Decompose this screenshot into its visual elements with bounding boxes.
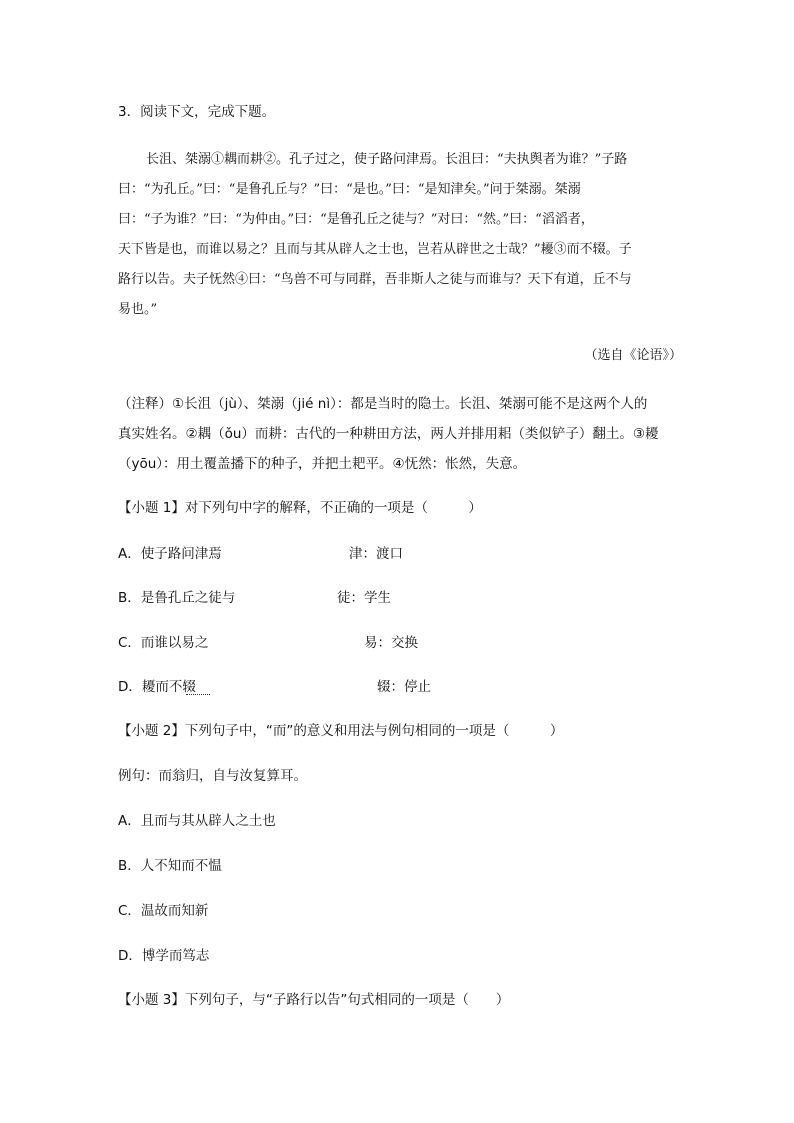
source-citation: （选自《论语》） — [584, 348, 682, 363]
question-title: 3．阅读下文，完成下题。 — [118, 104, 276, 120]
sub1-gloss-d: 辍：停止 — [377, 679, 431, 695]
sub1-gloss-b: 徒：学生 — [337, 590, 391, 606]
sub3-stem: 【小题 3】下列句子，与“子路行以告”句式相同的一项是（ ） — [118, 992, 510, 1008]
sub1-option-b: B．是鲁孔丘之徒与 — [118, 590, 236, 606]
sub2-option-d: D．博学而笃志 — [118, 948, 210, 964]
passage-line: 长沮、桀溺①耦而耕②。孔子过之，使子路问津焉。长沮曰：“夫执舆者为谁？”子路 — [146, 152, 628, 167]
passage-line: 曰：“子为谁？”曰：“为仲由。”曰：“是鲁孔丘之徒与？”对曰：“然。”曰：“滔滔者， — [118, 212, 594, 227]
sub2-option-a: A．且而与其从辟人之土也 — [118, 813, 276, 829]
sub2-stem: 【小题 2】下列句子中，“而”的意义和用法与例句相同的一项是（ ） — [118, 723, 564, 739]
sub1-stem: 【小题 1】对下列句中字的解释，不正确的一项是（ ） — [118, 500, 482, 516]
sub1-option-c: C．而谁以易之 — [118, 635, 209, 651]
sub2-option-c: C．温故而知新 — [118, 903, 209, 919]
emphasis-dots — [186, 694, 210, 695]
sub1-option-a: A．使子路问津焉 — [118, 546, 222, 562]
notes-line: （yōu）：用土覆盖播下的种子，并把土耙平。④怃然：怅然，失意。 — [118, 456, 527, 472]
passage-line: 易也。” — [118, 302, 158, 317]
notes-line: （注释）①长沮（jù）、桀溺（jié nì）：都是当时的隐士。长沮、桀溺可能不是这两个人的 — [118, 396, 648, 412]
sub1-gloss-c: 易：交换 — [364, 635, 418, 651]
sub1-gloss-a: 津：渡口 — [349, 546, 403, 562]
sub2-option-b: B．人不知而不愠 — [118, 858, 222, 874]
passage-line: 路行以告。夫子怃然④曰：“鸟兽不可与同群，吾非斯人之徒与而谁与？天下有道，丘不与 — [118, 272, 632, 287]
notes-line: 真实姓名。②耦（ǒu）而耕：古代的一种耕田方法，两人并排用耜（类似铲子）翻土。③耰 — [118, 426, 659, 442]
sub1-option-d: D．耰而不辍 — [118, 679, 196, 695]
sub2-example: 例句：而翁归，自与汝复算耳。 — [118, 768, 307, 784]
passage-line: 天下皆是也，而谁以易之？且而与其从辟人之士也，岂若从辟世之士哉？”耰③而不辍。子 — [118, 242, 632, 257]
passage-line: 曰：“为孔丘。”曰：“是鲁孔丘与？”曰：“是也。”曰：“是知津矣。”问于桀溺。桀溺 — [118, 182, 581, 197]
